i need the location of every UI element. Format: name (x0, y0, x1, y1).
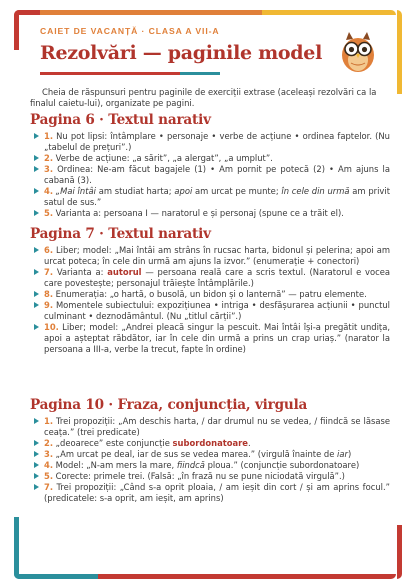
answer-item (34, 186, 390, 208)
answer-item (34, 289, 390, 300)
answer-text: Corecte: primele trei. (Falsă: „în frază nu se pune niciodată virgulă”.) (53, 471, 345, 481)
triangle-bullet-icon (34, 166, 39, 172)
page-title: Rezolvări — paginile model (40, 42, 322, 64)
triangle-bullet-icon (34, 247, 39, 253)
answer-number: 5. (44, 471, 54, 481)
answer-number: 5. (44, 208, 54, 218)
triangle-bullet-icon (34, 418, 39, 424)
answer-text: Momentele subiectului: expozițiunea • intriga • desfășurarea acțiunii • punctul culminant • deznodământul. (Nu „titlul cărții”.) (44, 300, 390, 321)
answer-text: am studiat harta; (95, 186, 175, 196)
answer-number: 1. (44, 416, 54, 426)
answer-list-page-10 (34, 416, 390, 504)
answer-item (34, 267, 390, 289)
answer-item (34, 438, 390, 449)
answer-item (34, 131, 390, 153)
answer-text: Liber; model: „Mai întâi am strâns în rucsac harta, bidonul și pelerina; apoi am urcat poteca; în cele din urmă am ajuns la izvor.” (enumerație + conectori) (44, 245, 390, 266)
title-underline (40, 72, 180, 75)
answer-number: 4. (44, 186, 54, 196)
answer-text: fiindcă (176, 460, 205, 470)
frame-edge-right-bottom (397, 525, 402, 579)
frame-edge-top (40, 10, 262, 15)
answer-item (34, 416, 390, 438)
answer-number: 3. (44, 449, 54, 459)
triangle-bullet-icon (34, 473, 39, 479)
answer-item (34, 300, 390, 322)
answer-text: Nu pot lipsi: întâmplare • personaje • verbe de acțiune • ordinea faptelor. (Nu „tabelul de prețuri”.) (44, 131, 390, 152)
answer-text: ) (347, 449, 352, 459)
answer-text: în cele din urmă (281, 186, 350, 196)
answer-list-page-7 (34, 245, 390, 355)
frame-edge-right-top (397, 10, 402, 94)
answer-text: autorul (107, 267, 142, 277)
answer-item (34, 208, 390, 219)
answer-text: apoi (174, 186, 193, 196)
answer-text: ploua.” (conjuncție subordonatoare) (204, 460, 360, 470)
triangle-bullet-icon (34, 291, 39, 297)
triangle-bullet-icon (34, 155, 39, 161)
triangle-bullet-icon (34, 484, 39, 490)
answer-text: Enumerația: „o hartă, o busolă, un bidon și o lanternă” — patru elemente. (53, 289, 367, 299)
answer-item (34, 322, 390, 355)
answer-item (34, 449, 390, 460)
owl-icon (338, 30, 378, 74)
title-underline-accent (180, 72, 220, 75)
answer-number: 4. (44, 460, 54, 470)
answer-number: 3. (44, 164, 54, 174)
frame-edge-bottom (98, 574, 396, 579)
answer-number: 8. (44, 289, 54, 299)
answer-text: am urcat pe munte; (192, 186, 282, 196)
triangle-bullet-icon (34, 188, 39, 194)
triangle-bullet-icon (34, 133, 39, 139)
page-kicker: CAIET DE VACANȚĂ · CLASA A VII-A (40, 26, 220, 36)
answer-number: 9. (44, 300, 54, 310)
frame-corner-bottom-left (14, 574, 98, 579)
answer-text: Verbe de acțiune: „a sărit”, „a alergat”, „a umplut”. (53, 153, 273, 163)
answer-number: 2. (44, 153, 54, 163)
answer-number: 6. (44, 245, 54, 255)
frame-edge-left-top (14, 10, 19, 50)
answer-text: Varianta a: (53, 267, 108, 277)
answer-item (34, 482, 390, 504)
answer-number: 7. (44, 482, 54, 492)
answer-text: am privit satul de sus.” (44, 186, 390, 207)
section-title-page-10: Pagina 10 · Fraza, conjuncția, virgula (30, 397, 308, 413)
answer-text: Trei propoziții: „Când s-a oprit ploaia, / am ieșit din cort / și am aprins focul.” (predicatele: s-a oprit, am ieșit, am aprins) (44, 482, 390, 503)
answer-number: 2. (44, 438, 54, 448)
triangle-bullet-icon (34, 462, 39, 468)
triangle-bullet-icon (34, 440, 39, 446)
answer-text: — persoana reală care a scris textul. (Naratorul e vocea care povestește; personajul trăiește întâmplările.) (44, 267, 390, 288)
triangle-bullet-icon (34, 269, 39, 275)
answer-number: 1. (44, 131, 54, 141)
triangle-bullet-icon (34, 451, 39, 457)
answer-text: subordonatoare (172, 438, 248, 448)
answer-text: . (247, 438, 251, 448)
answer-item (34, 164, 390, 186)
answer-text: Ordinea: Ne-am făcut bagajele (1) • Am pornit pe potecă (2) • Am ajuns la cabană (3). (44, 164, 390, 185)
section-title-page-6: Pagina 6 · Textul narativ (30, 112, 211, 128)
answer-number: 7. (44, 267, 54, 277)
answer-number: 10. (44, 322, 59, 332)
answer-item (34, 153, 390, 164)
answer-text: iar (337, 449, 348, 459)
section-title-page-7: Pagina 7 · Textul narativ (30, 226, 211, 242)
answer-item (34, 460, 390, 471)
answer-list-page-6 (34, 131, 390, 219)
answer-item (34, 245, 390, 267)
triangle-bullet-icon (34, 302, 39, 308)
triangle-bullet-icon (34, 210, 39, 216)
intro-paragraph: Cheia de răspunsuri pentru paginile de exerciții extrase (aceleași rezolvări ca la finalul caietu-lui), organizate pe pagini. (30, 87, 377, 108)
answer-item (34, 471, 390, 482)
answer-text: „Am urcat pe deal, iar de sus se vedea marea.” (virgulă înainte de (53, 449, 338, 459)
answer-text: Liber; model: „Andrei pleacă singur la pescuit. Mai întâi își-a pregătit undița, apoi a așteptat răbdător, iar în cele din urmă a prins un crap uriaș.” (narator la persoana a III-a, verbe la trecut, fapte în ordine) (44, 322, 390, 354)
answer-text: Model: „N-am mers la mare, (53, 460, 177, 470)
frame-corner-top-right (262, 10, 396, 15)
frame-edge-left-bottom (14, 517, 19, 579)
answer-text: „Mai întâi (55, 186, 96, 196)
triangle-bullet-icon (34, 324, 39, 330)
answer-text: Trei propoziții: „Am deschis harta, / dar drumul nu se vedea, / fiindcă se lăsase ceața.” (trei predicate) (44, 416, 390, 437)
answer-text: Varianta a: persoana I — naratorul e și personaj (spune ce a trăit el). (53, 208, 344, 218)
answer-text: „deoarece” este conjuncție (53, 438, 173, 448)
